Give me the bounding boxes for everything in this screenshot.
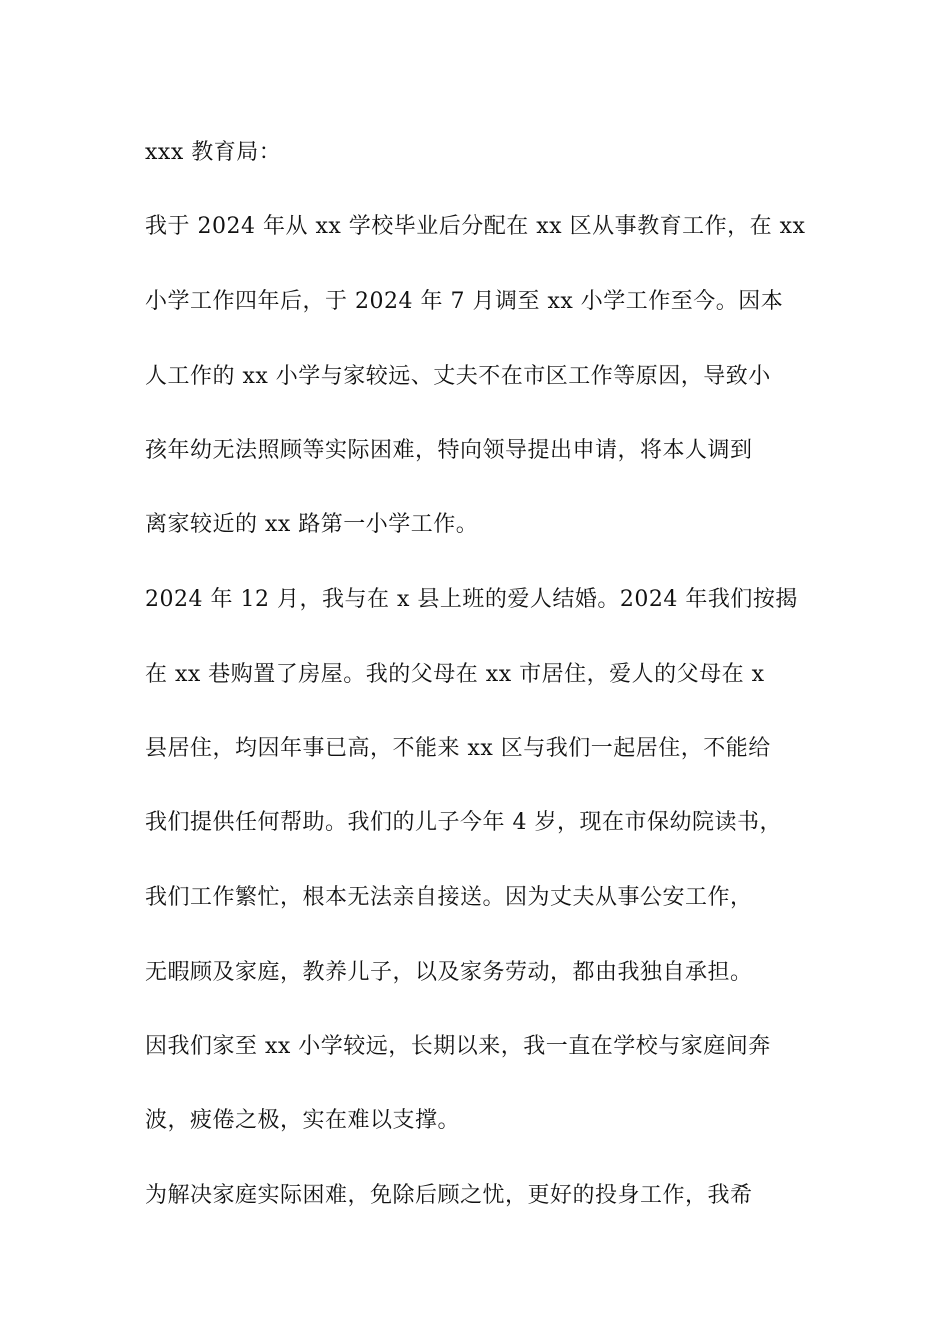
paragraph-1-line-4: 孩年幼无法照顾等实际困难，特向领导提出申请，将本人调到 xyxy=(145,438,753,463)
paragraph-2-line-7: 因我们家至 xx 小学较远，长期以来，我一直在学校与家庭间奔 xyxy=(145,1034,771,1059)
paragraph-3-line-1: 为解决家庭实际困难，免除后顾之忧，更好的投身工作，我希 xyxy=(145,1183,753,1208)
paragraph-1-line-3: 人工作的 xx 小学与家较远、丈夫不在市区工作等原因，导致小 xyxy=(145,364,771,389)
salutation: xxx 教育局： xyxy=(145,140,282,165)
paragraph-1-line-5: 离家较近的 xx 路第一小学工作。 xyxy=(145,512,479,537)
paragraph-2-line-5: 我们工作繁忙，根本无法亲自接送。因为丈夫从事公安工作， xyxy=(145,885,753,910)
paragraph-2-line-8: 波，疲倦之极，实在难以支撑。 xyxy=(145,1108,461,1133)
paragraph-2-line-1: 2024 年 12 月，我与在 x 县上班的爱人结婚。2024 年我们按揭 xyxy=(145,587,798,612)
paragraph-2-line-2: 在 xx 巷购置了房屋。我的父母在 xx 市居住，爱人的父母在 x xyxy=(145,662,765,687)
paragraph-1-line-1: 我于 2024 年从 xx 学校毕业后分配在 xx 区从事教育工作，在 xx xyxy=(145,214,806,239)
paragraph-2-line-6: 无暇顾及家庭，教养儿子，以及家务劳动，都由我独自承担。 xyxy=(145,960,753,985)
paragraph-2-line-4: 我们提供任何帮助。我们的儿子今年 4 岁，现在市保幼院读书， xyxy=(145,810,782,835)
paragraph-1-line-2: 小学工作四年后，于 2024 年 7 月调至 xx 小学工作至今。因本 xyxy=(145,289,784,314)
paragraph-2-line-3: 县居住，均因年事已高，不能来 xx 区与我们一起居住，不能给 xyxy=(145,736,771,761)
